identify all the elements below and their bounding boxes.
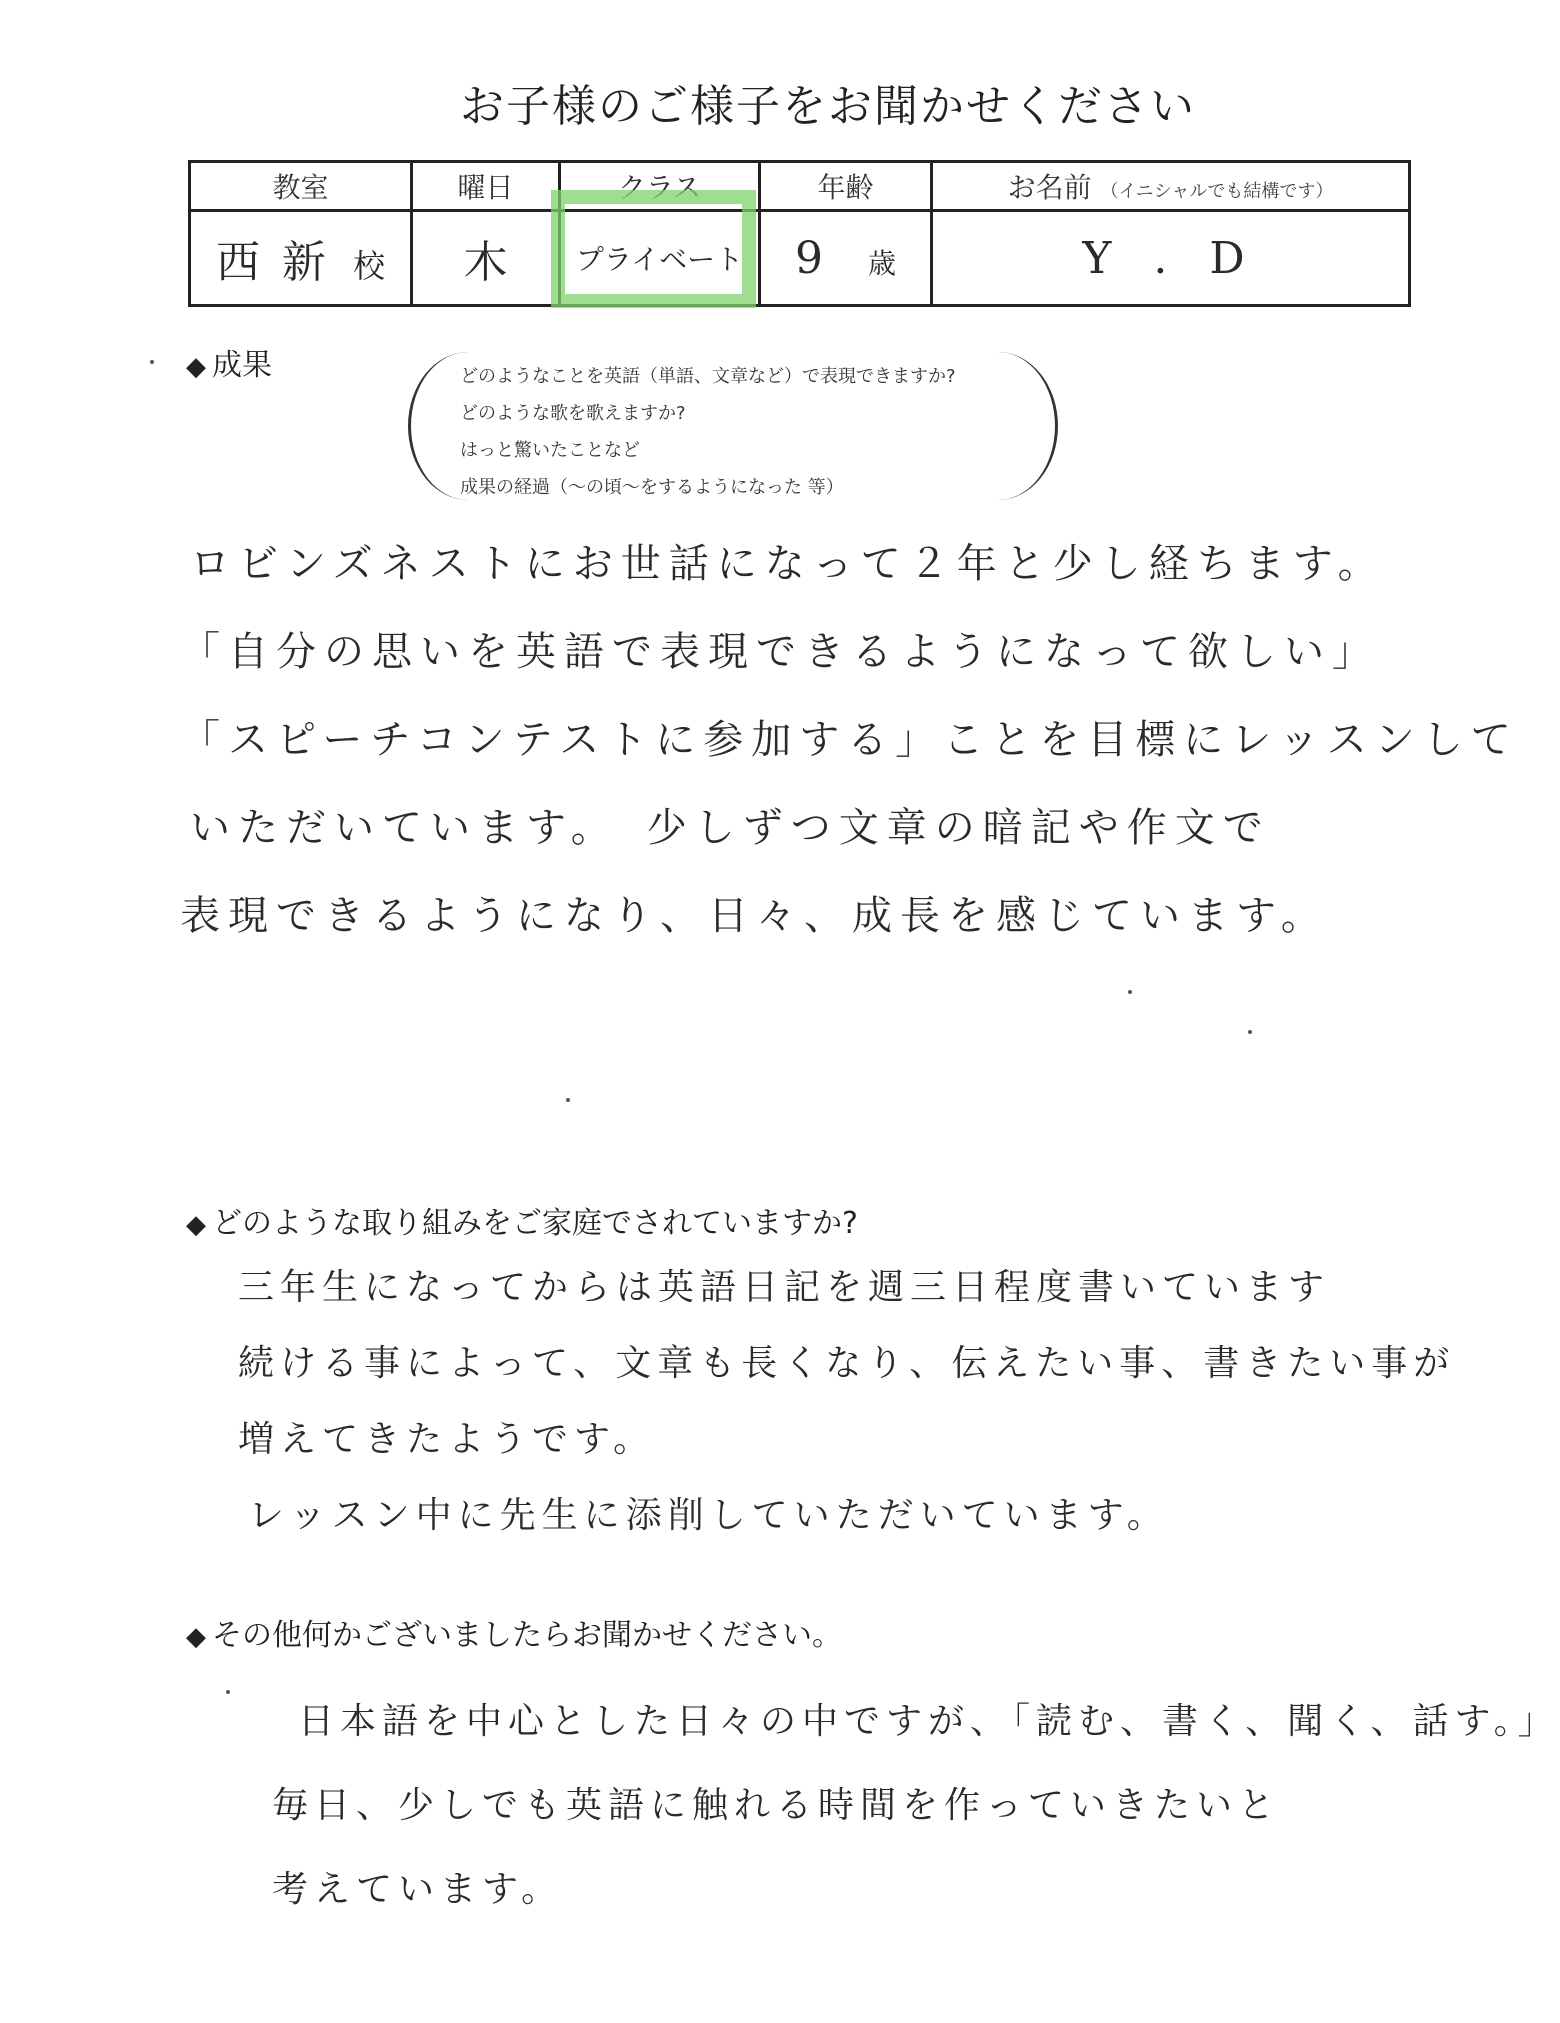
- section-other-title: その他何かございましたらお聞かせください。: [212, 1618, 842, 1653]
- answer-line: 表現できるようになり、日々、成長を感じています。: [180, 893, 1329, 939]
- header-class: クラス: [560, 162, 760, 211]
- value-class: [560, 211, 760, 306]
- diamond-bullet-icon: ◆: [186, 1622, 206, 1652]
- results-prompt: 成果の経過（～の頃～をするようになった 等）: [460, 477, 844, 498]
- scan-speck: [566, 1098, 570, 1102]
- weekday-value: 木: [463, 237, 508, 288]
- results-prompt: どのようなことを英語（単語、文章など）で表現できますか?: [460, 366, 956, 387]
- info-table: [188, 160, 1411, 307]
- results-prompt: どのような歌を歌えますか?: [460, 403, 686, 424]
- age-value: 9: [794, 232, 823, 284]
- section-home-title: どのような取り組みをご家庭でされていますか?: [212, 1206, 858, 1241]
- value-classroom: [190, 211, 412, 306]
- name-value: Y . D: [1082, 232, 1259, 284]
- classroom-value: 西新: [215, 237, 348, 288]
- answer-line: 三年生になってからは英語日記を週三日程度書いています: [238, 1267, 1331, 1308]
- section-other-heading: [186, 1610, 842, 1654]
- answer-line: 日本語を中心とした日々の中ですが、「読む、書く、聞く、話す。」: [298, 1701, 1560, 1742]
- class-value: プライベート: [575, 243, 744, 276]
- scan-speck: [226, 1690, 230, 1694]
- answer-line: 「スピーチコンテストに参加する」ことを目標にレッスンして: [180, 717, 1519, 763]
- value-weekday: [412, 211, 560, 306]
- section-results-title: 成果: [212, 348, 272, 383]
- section-home-heading: [186, 1198, 858, 1242]
- diamond-bullet-icon: ◆: [186, 1210, 206, 1240]
- section-results-heading: [186, 340, 272, 384]
- home-answer: [238, 1250, 1455, 1554]
- answer-line: レッスン中に先生に添削していただいています。: [248, 1495, 1169, 1536]
- answer-line: ロビンズネストにお世話になって２年と少し経ちます。: [190, 541, 1386, 587]
- scan-speck: [150, 360, 154, 364]
- header-classroom: 教室: [190, 162, 412, 211]
- header-name-note: （イニシャルでも結構です）: [1100, 181, 1334, 202]
- header-name-label: お名前: [1007, 171, 1092, 204]
- answer-line: 続ける事によって、文章も長くなり、伝えたい事、書きたい事が: [238, 1343, 1456, 1384]
- scan-speck: [1128, 990, 1132, 994]
- scan-speck: [1248, 1030, 1252, 1034]
- value-name: [932, 211, 1410, 306]
- answer-line: 増えてきたようです。: [238, 1419, 656, 1460]
- other-answer: [272, 1680, 1560, 1932]
- results-prompts: [460, 358, 1060, 506]
- answer-line: いただいています。 少しずつ文章の暗記や作文で: [190, 805, 1271, 851]
- results-answer: [180, 520, 1519, 960]
- results-prompt: はっと驚いたことなど: [460, 440, 640, 461]
- page-title: お子様のご様子をお聞かせください: [460, 81, 1196, 132]
- diamond-bullet-icon: ◆: [186, 352, 206, 382]
- header-age: 年齢: [760, 162, 932, 211]
- age-unit: 歳: [868, 246, 897, 280]
- answer-line: 考えています。: [272, 1869, 564, 1910]
- classroom-suffix: 校: [353, 247, 386, 285]
- value-age: [760, 211, 932, 306]
- header-name: [932, 162, 1410, 211]
- header-weekday: 曜日: [412, 162, 560, 211]
- answer-line: 毎日、少しでも英語に触れる時間を作っていきたいと: [272, 1785, 1281, 1826]
- answer-line: 「自分の思いを英語で表現できるようになって欲しい」: [180, 629, 1380, 675]
